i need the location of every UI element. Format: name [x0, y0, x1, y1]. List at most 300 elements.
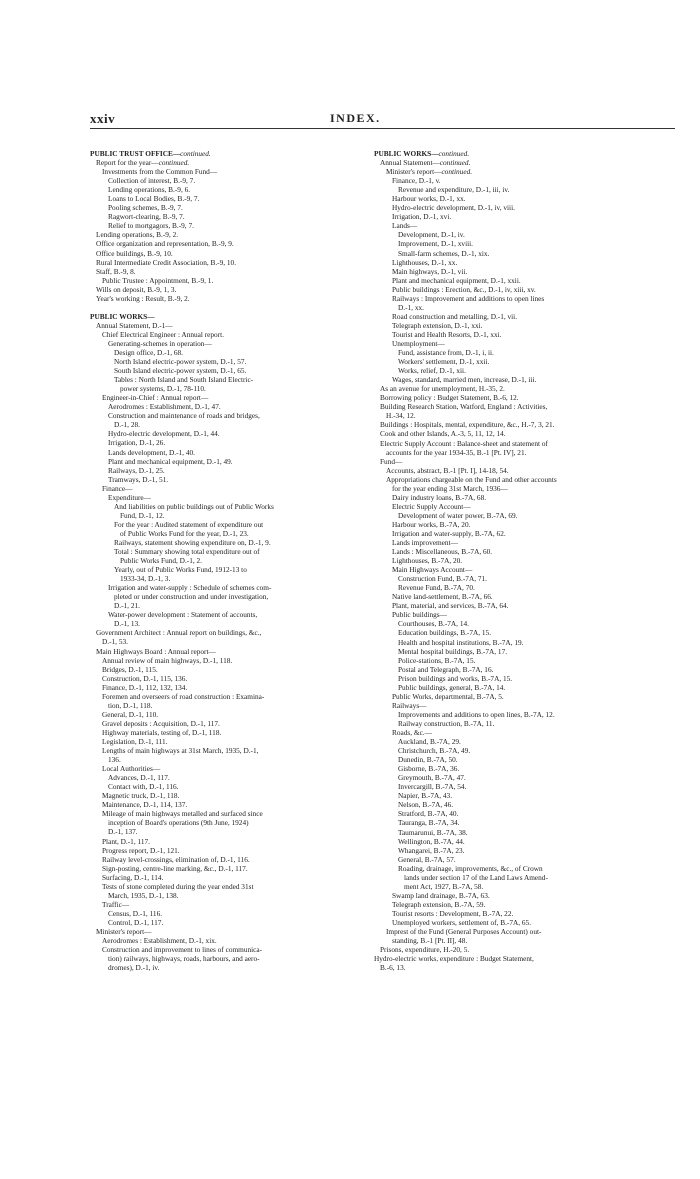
index-entry [90, 882, 370, 891]
index-entry [374, 900, 662, 909]
index-entry [90, 891, 370, 900]
entry-text: Highway materials, testing of, D.-1, 118. [102, 727, 222, 737]
entry-text: Plant and mechanical equipment, D.-1, xxii. [392, 275, 521, 285]
entry-text: Pooling schemes, B.-9, 7. [108, 203, 183, 213]
entry-text: Harbour works, D.-1, xx. [392, 194, 466, 204]
index-entry [374, 484, 662, 493]
entry-text: Tourist and Health Resorts, D.-1, xxi. [392, 329, 502, 339]
index-entry [90, 791, 370, 800]
entry-text: Minister's report— [96, 926, 152, 936]
index-entry [90, 963, 370, 972]
index-entry [374, 529, 662, 538]
index-entry [90, 628, 370, 637]
entry-text: March, 1935, D.-1, 138. [108, 890, 179, 900]
entry-text: Native land-settlement, B.-7A, 66. [392, 592, 493, 602]
index-entry [90, 457, 370, 466]
index-entry [374, 601, 662, 610]
index-entry [90, 619, 370, 628]
index-entry [374, 683, 662, 692]
index-entry [90, 221, 370, 230]
entry-text: Hydro-electric development, D.-1, iv, viii. [392, 203, 515, 213]
entry-text: Expenditure— [108, 492, 151, 502]
index-entry [374, 809, 662, 818]
entry-text: Public Works Fund, D.-1, 2. [120, 556, 202, 566]
index-entry [374, 511, 662, 520]
index-entry [374, 728, 662, 737]
entry-text: Local Authorities— [102, 764, 161, 774]
index-entry [90, 375, 370, 384]
index-entry [90, 954, 370, 963]
index-entry [90, 475, 370, 484]
entry-text: Telegraph extension, D.-1, xxi. [392, 320, 483, 330]
entry-text: Lending operations, B.-9, 6. [108, 185, 191, 195]
index-entry [90, 674, 370, 683]
entry-text: Construction, D.-1, 115, 136. [102, 673, 188, 683]
index-entry [90, 692, 370, 701]
entry-text: tion) railways, highways, roads, harbours, and aero- [108, 954, 260, 964]
entry-text: Main Highways Board : Annual report— [96, 646, 216, 656]
entry-text: Railways— [392, 700, 427, 710]
index-entry [90, 547, 370, 556]
index-entry [90, 864, 370, 873]
index-entry [90, 918, 370, 927]
entry-text: Generating-schemes in operation— [108, 338, 212, 348]
index-entry [374, 330, 662, 339]
index-entry [90, 285, 370, 294]
index-entry [90, 267, 370, 276]
entry-text: Roads, &c.— [392, 728, 432, 737]
index-entry [90, 665, 370, 674]
index-heading [90, 312, 370, 321]
entry-text: Foremen and overseers of road construction : Examina- [102, 691, 265, 701]
index-entry [90, 773, 370, 782]
entry-text: Dunedin, B.-7A, 50. [398, 755, 458, 765]
index-entry [374, 348, 662, 357]
entry-text: Improvement, D.-1, xviii. [398, 239, 473, 249]
entry-text: Electric Supply Account— [392, 501, 471, 511]
entry-text: Gisborne, B.-7A, 36. [398, 764, 460, 774]
index-entry [90, 411, 370, 420]
index-entry [90, 276, 370, 285]
index-column-right [374, 149, 662, 972]
index-entry [90, 366, 370, 375]
entry-text: Borrowing policy : Budget Statement, B.-6, 12. [380, 393, 519, 403]
index-entry [374, 194, 662, 203]
entry-text: Sign-posting, centre-line marking, &c., D.-1, 117. [102, 863, 248, 873]
entry-text: Postal and Telegraph, B.-7A, 16. [398, 664, 494, 674]
index-entry [90, 429, 370, 438]
entry-text: Plant, D.-1, 117. [102, 836, 150, 846]
index-entry [90, 782, 370, 791]
page-title: INDEX. [330, 111, 381, 125]
entry-text: Works, relief, D.-1, xii. [398, 366, 466, 376]
entry-text: Year's working : Result, B.-9, 2. [96, 293, 190, 303]
index-entry [90, 592, 370, 601]
entry-text: Chief Electrical Engineer : Annual report. [102, 329, 224, 339]
entry-text: for the year ending 31st March, 1936— [392, 483, 508, 493]
index-entry [374, 547, 662, 556]
entry-text: Wages, standard, married men, increase, D.-1, iii. [392, 375, 537, 385]
entry-text: Public Trustee : Appointment, B.-9, 1. [102, 275, 214, 285]
entry-text: Development of water power, B.-7A, 69. [398, 510, 518, 520]
entry-text: Lands— [392, 221, 418, 231]
entry-text: Collection of interest, B.-9, 7. [108, 176, 196, 186]
entry-text: Lands : Miscellaneous, B.-7A, 60. [392, 547, 493, 557]
index-entry [90, 493, 370, 502]
index-entry [90, 755, 370, 764]
entry-text: of Public Works Fund for the year, D.-1, 23. [120, 528, 249, 538]
entry-text: Building Research Station, Watford, England : Activities, [380, 402, 548, 412]
entry-text: Design office, D.-1, 68. [114, 347, 183, 357]
index-entry [374, 185, 662, 194]
index-entry [374, 628, 662, 637]
entry-text: Electric Supply Account : Balance-sheet and statement of [380, 438, 548, 448]
index-entry [374, 285, 662, 294]
entry-text: Gravel deposits : Acquisition, D.-1, 117. [102, 718, 220, 728]
entry-text: Tourist resorts : Development, B.-7A, 22. [392, 908, 514, 918]
entry-text: Bridges, D.-1, 115. [102, 664, 158, 674]
index-entry [374, 212, 662, 221]
index-entry [374, 647, 662, 656]
entry-text: power systems, D.-1, 78-110. [120, 384, 206, 394]
entry-text: Public buildings— [392, 610, 447, 620]
entry-text: Legislation, D.-1, 111. [102, 737, 168, 746]
entry-text: Accounts, abstract, B.-1 [Pt. I], 14-18, 54. [386, 465, 509, 475]
entry-text: Aerodromes : Establishment, D.-1, xix. [102, 936, 217, 946]
entry-text: Public buildings : Erection, &c., D.-1, iv, xiii, xv. [392, 284, 536, 294]
index-entry [374, 692, 662, 701]
index-entry [90, 529, 370, 538]
index-entry [374, 239, 662, 248]
index-entry [374, 249, 662, 258]
index-entry [374, 864, 662, 873]
index-entry [374, 411, 662, 420]
entry-text: Telegraph extension, B.-7A, 59. [392, 899, 486, 909]
index-entry [374, 357, 662, 366]
index-entry [374, 466, 662, 475]
entry-text: Mileage of main highways metalled and surfaced since [102, 809, 263, 819]
entry-text: Roading, drainage, improvements, &c., of Crown [398, 863, 543, 873]
index-heading [374, 149, 662, 158]
index-entry [90, 900, 370, 909]
entry-text: Tramways, D.-1, 51. [108, 474, 169, 484]
entry-text: Rural Intermediate Credit Association, B.-9, 10. [96, 257, 237, 267]
entry-text: Courthouses, B.-7A, 14. [398, 619, 469, 629]
entry-text: Finance, D.-1, 112, 132, 134. [102, 682, 188, 692]
entry-text: D.-1, 53. [102, 637, 128, 647]
entry-text: Whangarei, B.-7A, 23. [398, 845, 465, 855]
index-entry [374, 158, 662, 167]
index-entry [374, 520, 662, 529]
index-entry [374, 203, 662, 212]
index-entry [374, 918, 662, 927]
index-entry [374, 791, 662, 800]
entry-text: dromes), D.-1, iv. [108, 963, 160, 973]
entry-text: Loans to Local Bodies, B.-9, 7. [108, 194, 200, 204]
entry-text: lands under section 17 of the Land Laws Amend- [404, 872, 548, 882]
index-entry [90, 728, 370, 737]
index-entry [374, 710, 662, 719]
index-entry [90, 800, 370, 809]
entry-text: Irrigation, D.-1, 26. [108, 438, 166, 448]
entry-text: Christchurch, B.-7A, 49. [398, 746, 471, 756]
entry-text: Small-farm schemes, D.-1, xix. [398, 248, 490, 258]
index-entry [374, 773, 662, 782]
page-number: xxiv [90, 111, 116, 126]
entry-text: Railways : Improvement and additions to open lines [392, 293, 545, 303]
entry-text: Prisons, expenditure, H.-20, 5. [380, 945, 470, 955]
index-entry [374, 656, 662, 665]
index-entry [374, 574, 662, 583]
index-entry [374, 303, 662, 312]
index-entry [374, 963, 662, 972]
index-entry [90, 466, 370, 475]
entry-text: Swamp land drainage, B.-7A, 63. [392, 890, 490, 900]
index-entry [90, 583, 370, 592]
index-entry [374, 945, 662, 954]
entry-text: ment Act, 1927, B.-7A, 58. [404, 881, 484, 891]
entry-text: PUBLIC WORKS— [90, 311, 155, 321]
entry-text: D.-1, 13. [114, 619, 140, 629]
index-entry [374, 891, 662, 900]
index-entry [90, 701, 370, 710]
entry-text: D.-1, 28. [114, 420, 140, 430]
index-entry [90, 927, 370, 936]
index-entry [374, 429, 662, 438]
index-entry [90, 565, 370, 574]
entry-text: Lengths of main highways at 31st March, 1935, D.-1, [102, 746, 259, 756]
index-entry [90, 737, 370, 746]
entry-text: Annual Statement, D.-1— [96, 320, 173, 330]
entry-text: pleted or under construction and under investigation, [114, 592, 269, 602]
index-entry [374, 583, 662, 592]
index-entry [90, 176, 370, 185]
index-entry [374, 800, 662, 809]
entry-text: Police-stations, B.-7A, 15. [398, 655, 476, 665]
index-entry [90, 239, 370, 248]
index-entry [374, 927, 662, 936]
index-entry [374, 701, 662, 710]
entry-text: Development, D.-1, iv. [398, 230, 465, 240]
entry-text: accounts for the year 1934-35, B.-1 [Pt. IV], 21. [386, 447, 527, 457]
entry-text: Fund— [380, 456, 403, 466]
index-entry [90, 601, 370, 610]
entry-text: North Island electric-power system, D.-1, 57. [114, 357, 247, 367]
entry-text: Tauranga, B.-7A, 34. [398, 818, 460, 828]
index-entry [374, 294, 662, 303]
entry-text: Annual review of main highways, D.-1, 118. [102, 655, 233, 665]
entry-text: Surfacing, D.-1, 114. [102, 872, 164, 882]
index-entry [90, 212, 370, 221]
continued-label: continued. [158, 158, 190, 168]
entry-text: Maintenance, D.-1, 114, 137. [102, 800, 188, 810]
entry-text: Minister's report— [386, 167, 442, 177]
entry-text: Unemployed workers, settlement of, B.-7A, 65. [392, 917, 532, 927]
continued-label: continued. [438, 149, 470, 158]
index-entry [374, 764, 662, 773]
index-entry [374, 828, 662, 837]
entry-text: Office buildings, B.-9, 10. [96, 248, 173, 258]
entry-text: Cook and other Islands, A.-3, 5, 11, 12, 14. [380, 429, 506, 439]
index-entry [90, 258, 370, 267]
entry-text: Mental hospital buildings, B.-7A, 17. [398, 646, 508, 656]
index-heading [90, 149, 370, 158]
index-entry [90, 448, 370, 457]
index-entry [90, 656, 370, 665]
entry-text: Lands development, D.-1, 40. [108, 447, 195, 457]
index-entry [374, 366, 662, 375]
entry-text: Imprest of the Fund (General Purposes Account) out- [386, 927, 542, 937]
entry-text: Finance, D.-1, v. [392, 176, 441, 186]
entry-text: As an avenue for unemployment, H.-35, 2. [380, 384, 505, 394]
index-entry [374, 475, 662, 484]
index-entry [90, 321, 370, 330]
index-entry [90, 574, 370, 583]
entry-text: Dairy industry loans, B.-7A, 68. [392, 492, 487, 502]
index-entry [374, 818, 662, 827]
index-entry [90, 809, 370, 818]
entry-text: Wellington, B.-7A, 44. [398, 836, 465, 846]
index-entry [90, 230, 370, 239]
entry-text: Hydro-electric development, D.-1, 44. [108, 429, 220, 439]
index-entry [90, 330, 370, 339]
index-entry [374, 375, 662, 384]
index-entry [374, 674, 662, 683]
entry-text: Lighthouses, B.-7A, 20. [392, 556, 463, 566]
index-entry [374, 954, 662, 963]
entry-text: Relief to mortgagors, B.-9, 7. [108, 221, 194, 231]
index-entry [374, 565, 662, 574]
entry-text: Nelson, B.-7A, 46. [398, 800, 454, 810]
index-entry [90, 538, 370, 547]
index-entry [374, 592, 662, 601]
entry-text: Road construction and metalling, D.-1, vii. [392, 311, 518, 321]
index-entry [374, 719, 662, 728]
entry-text: General, D.-1, 110. [102, 709, 159, 719]
entry-text: Napier, B.-7A, 43. [398, 791, 453, 801]
index-entry [90, 855, 370, 864]
index-entry [90, 837, 370, 846]
entry-text: D.-1, xx. [398, 302, 424, 312]
index-entry [374, 737, 662, 746]
continued-label: continued. [441, 167, 473, 177]
index-entry [374, 402, 662, 411]
index-entry [90, 420, 370, 429]
index-entry [90, 556, 370, 565]
entry-text: Invercargill, B.-7A, 54. [398, 782, 467, 792]
index-entry [90, 909, 370, 918]
entry-text: Office organization and representation, B.-9, 9. [96, 239, 234, 249]
index-entry [90, 647, 370, 656]
index-entry [374, 502, 662, 511]
entry-text: PUBLIC TRUST OFFICE— [90, 149, 181, 158]
index-column-left [90, 149, 370, 972]
index-entry [374, 448, 662, 457]
entry-text: Plant, material, and services, B.-7A, 64. [392, 601, 509, 611]
entry-text: Progress report, D.-1, 121. [102, 845, 180, 855]
entry-text: Investments from the Common Fund— [102, 167, 218, 177]
entry-text: Aerodromes : Establishment, D.-1, 47. [108, 402, 221, 412]
index-entry [374, 393, 662, 402]
index-entry [374, 538, 662, 547]
index-entry [90, 384, 370, 393]
entry-text: Prison buildings and works, B.-7A, 15. [398, 673, 513, 683]
entry-text: Lending operations, B.-9, 2. [96, 230, 179, 240]
entry-text: Engineer-in-Chief : Annual report— [102, 393, 209, 403]
index-entry [374, 782, 662, 791]
index-entry [90, 610, 370, 619]
index-entry [90, 167, 370, 176]
index-entry [90, 764, 370, 773]
entry-text: Census, D.-1, 116. [108, 908, 163, 918]
entry-text: Health and hospital institutions, B.-7A, 19. [398, 637, 524, 647]
entry-text: Revenue and expenditure, D.-1, iii, iv. [398, 185, 510, 195]
entry-text: Total : Summary showing total expenditure out of [114, 547, 260, 557]
entry-text: Auckland, B.-7A, 29. [398, 737, 461, 747]
index-entry [90, 520, 370, 529]
index-entry [90, 294, 370, 303]
index-entry [374, 746, 662, 755]
entry-text: Buildings : Hospitals, mental, expenditure, &c., H.-7, 3, 21. [380, 420, 555, 430]
entry-text: Public buildings, general, B.-7A, 14. [398, 682, 506, 692]
entry-text: Lighthouses, D.-1, xx. [392, 257, 458, 267]
index-entry [90, 348, 370, 357]
index-entry [374, 167, 662, 176]
entry-text: Tables : North Island and South Island Electric- [114, 375, 254, 385]
index-entry [374, 321, 662, 330]
entry-text: standing, B.-1 [Pt. II], 48. [392, 936, 468, 946]
entry-text: Advances, D.-1, 117. [108, 773, 170, 783]
entry-text: Railway level-crossings, elimination of, D.-1, 116. [102, 854, 250, 864]
entry-text: Railways, statement showing expenditure on, D.-1, 9. [114, 537, 271, 547]
continued-label: continued. [180, 149, 211, 158]
index-entry [374, 457, 662, 466]
entry-text: Education buildings, B.-7A, 15. [398, 628, 492, 638]
index-entry [90, 402, 370, 411]
entry-text: Unemployment— [392, 338, 445, 348]
entry-text: Workers' settlement, D.-1, xxii. [398, 357, 490, 367]
entry-text: Stratford, B.-7A, 40. [398, 809, 459, 819]
entry-text: Public Works, departmental, B.-7A, 5. [392, 691, 504, 701]
index-entry [374, 339, 662, 348]
entry-text: Hydro-electric works, expenditure : Budget Statement, [374, 954, 534, 964]
index-entry [374, 638, 662, 647]
index-entry [374, 439, 662, 448]
entry-text: Irrigation and water-supply : Schedule of schemes com- [108, 583, 272, 593]
entry-text: Staff, B.-9, 8. [96, 266, 136, 276]
entry-text: Annual Statement— [380, 158, 440, 168]
index-entry [90, 818, 370, 827]
index-entry [374, 493, 662, 502]
index-entry [90, 502, 370, 511]
index-entry [374, 610, 662, 619]
index-entry [90, 357, 370, 366]
entry-text: Control, D.-1, 117. [108, 917, 164, 927]
index-entry [90, 746, 370, 755]
entry-text: Contact with, D.-1, 116. [108, 782, 179, 792]
header-rule [90, 128, 675, 129]
index-entry [374, 258, 662, 267]
index-entry [374, 665, 662, 674]
entry-text: Finance— [102, 483, 133, 493]
index-entry [90, 719, 370, 728]
index-entry [374, 837, 662, 846]
entry-text: South Island electric-power system, D.-1, 65. [114, 366, 247, 376]
entry-text: Taumarunui, B.-7A, 38. [398, 827, 468, 837]
index-entry [90, 158, 370, 167]
index-entry [90, 710, 370, 719]
index-entry [374, 855, 662, 864]
